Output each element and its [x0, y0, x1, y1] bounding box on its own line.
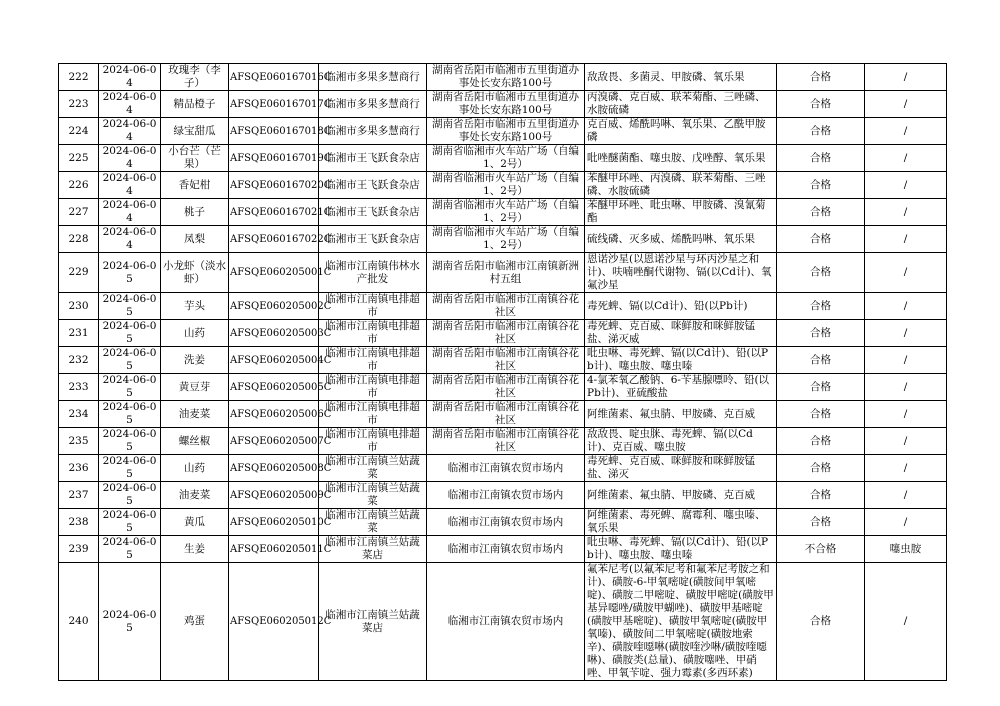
sample-code-cell: AFSQE060205004C [229, 347, 319, 374]
sample-name-cell: 螺丝椒 [161, 428, 229, 455]
sample-name-cell: 黄瓜 [161, 509, 229, 536]
sampling-date-cell: 2024-06-04 [99, 199, 161, 226]
business-name-cell: 临湘市多果多慧商行 [319, 91, 427, 118]
table-body [59, 64, 947, 681]
sample-code-cell: AFSQE060205009C [229, 482, 319, 509]
test-items-cell: 毒死蜱、镉(以Cd计)、铅(以Pb计) [585, 293, 777, 320]
row-number-cell: 237 [59, 482, 99, 509]
sample-code-cell: AFSQE060205003C [229, 320, 319, 347]
failed-items-cell: / [865, 563, 947, 681]
sample-code-cell: AFSQE060167022C [229, 226, 319, 253]
test-items-cell: 4-氯苯氧乙酸钠、6-苄基腺嘌呤、铅(以Pb计)、亚硫酸盐 [585, 374, 777, 401]
test-items-cell: 阿维菌素、氟虫腈、甲胺磷、克百威 [585, 482, 777, 509]
sample-name-cell: 绿宝甜瓜 [161, 118, 229, 145]
sampling-date-cell: 2024-06-04 [99, 172, 161, 199]
sample-code-cell: AFSQE060205005C [229, 374, 319, 401]
business-name-cell: 临湘市王飞跃食杂店 [319, 145, 427, 172]
sample-code-cell: AFSQE060205007C [229, 428, 319, 455]
sample-code-cell: AFSQE060205002C [229, 293, 319, 320]
row-number-cell: 225 [59, 145, 99, 172]
sampling-date-cell: 2024-06-05 [99, 455, 161, 482]
test-items-cell: 阿维菌素、毒死蜱、腐霉利、噻虫嗪、氧乐果 [585, 509, 777, 536]
failed-items-cell: / [865, 320, 947, 347]
failed-items-cell: / [865, 374, 947, 401]
test-result-cell: 合格 [777, 172, 865, 199]
business-address-cell: 湖南省岳阳市临湘市五里街道办事处长安东路100号 [427, 118, 585, 145]
business-address-cell: 临湘市江南镇农贸市场内 [427, 509, 585, 536]
test-items-cell: 阿维菌素、氟虫腈、甲胺磷、克百威 [585, 401, 777, 428]
business-address-cell: 湖南省岳阳市临湘市五里街道办事处长安东路100号 [427, 91, 585, 118]
business-name-cell: 临湘市江南镇兰姑蔬菜 [319, 509, 427, 536]
sampling-date-cell: 2024-06-05 [99, 374, 161, 401]
test-items-cell: 吡虫啉、毒死蜱、镉(以Cd计)、铅(以Pb计)、噻虫胺、噻虫嗪 [585, 347, 777, 374]
business-address-cell: 湖南省岳阳市临湘市江南镇谷花社区 [427, 293, 585, 320]
business-address-cell: 湖南省岳阳市临湘市江南镇谷花社区 [427, 428, 585, 455]
sample-name-cell: 油麦菜 [161, 482, 229, 509]
business-name-cell: 临湘市江南镇电排超市 [319, 320, 427, 347]
test-items-cell: 敌敌畏、啶虫脒、毒死蜱、镉(以Cd计)、克百威、噻虫胺 [585, 428, 777, 455]
test-result-cell: 合格 [777, 91, 865, 118]
test-items-cell: 毒死蜱、克百威、咪鲜胺和咪鲜胺锰盐、涕灭 [585, 455, 777, 482]
table-row [59, 455, 947, 482]
business-address-cell: 湖南省临湘市火车站广场（自编1、2号） [427, 199, 585, 226]
test-result-cell: 合格 [777, 118, 865, 145]
test-items-cell: 恩诺沙星(以恩诺沙星与环丙沙星之和计)、呋喃唑酮代谢物、镉(以Cd计)、氧氟沙星 [585, 253, 777, 293]
table-row [59, 145, 947, 172]
row-number-cell: 233 [59, 374, 99, 401]
business-address-cell: 湖南省临湘市火车站广场（自编1、2号） [427, 226, 585, 253]
row-number-cell: 240 [59, 563, 99, 681]
table-row [59, 536, 947, 563]
failed-items-cell: / [865, 199, 947, 226]
table-row [59, 64, 947, 91]
sampling-date-cell: 2024-06-04 [99, 91, 161, 118]
test-result-cell: 合格 [777, 64, 865, 91]
row-number-cell: 226 [59, 172, 99, 199]
test-result-cell: 合格 [777, 320, 865, 347]
failed-items-cell: / [865, 253, 947, 293]
sample-name-cell: 山药 [161, 455, 229, 482]
sample-code-cell: AFSQE060167017C [229, 91, 319, 118]
business-name-cell: 临湘市江南镇电排超市 [319, 347, 427, 374]
sampling-date-cell: 2024-06-05 [99, 293, 161, 320]
sample-name-cell: 香妃柑 [161, 172, 229, 199]
sample-code-cell: AFSQE060205006C [229, 401, 319, 428]
table-row [59, 401, 947, 428]
table-row [59, 172, 947, 199]
test-items-cell: 丙溴磷、克百威、联苯菊酯、三唑磷、水胺硫磷 [585, 91, 777, 118]
table-row [59, 253, 947, 293]
sampling-date-cell: 2024-06-05 [99, 536, 161, 563]
sample-code-cell: AFSQE060205011C [229, 536, 319, 563]
test-result-cell: 合格 [777, 347, 865, 374]
sample-code-cell: AFSQE060205010C [229, 509, 319, 536]
test-result-cell: 合格 [777, 374, 865, 401]
business-address-cell: 湖南省岳阳市临湘市江南镇谷花社区 [427, 347, 585, 374]
test-result-cell: 不合格 [777, 536, 865, 563]
test-result-cell: 合格 [777, 253, 865, 293]
sampling-date-cell: 2024-06-04 [99, 145, 161, 172]
business-address-cell: 湖南省临湘市火车站广场（自编1、2号） [427, 145, 585, 172]
test-result-cell: 合格 [777, 455, 865, 482]
row-number-cell: 234 [59, 401, 99, 428]
row-number-cell: 222 [59, 64, 99, 91]
failed-items-cell: / [865, 172, 947, 199]
sample-name-cell: 玫瑰李（李子） [161, 64, 229, 91]
row-number-cell: 238 [59, 509, 99, 536]
test-result-cell: 合格 [777, 563, 865, 681]
business-address-cell: 湖南省岳阳市临湘市江南镇新洲村五组 [427, 253, 585, 293]
table-row [59, 91, 947, 118]
table-row [59, 118, 947, 145]
test-result-cell: 合格 [777, 145, 865, 172]
row-number-cell: 227 [59, 199, 99, 226]
sample-name-cell: 凤梨 [161, 226, 229, 253]
failed-items-cell: / [865, 64, 947, 91]
failed-items-cell: / [865, 509, 947, 536]
table-row [59, 428, 947, 455]
sampling-date-cell: 2024-06-05 [99, 509, 161, 536]
sample-code-cell: AFSQE060167018C [229, 118, 319, 145]
business-name-cell: 临湘市江南镇电排超市 [319, 293, 427, 320]
test-items-cell: 苯醚甲环唑、丙溴磷、联苯菊酯、三唑磷、水胺硫磷 [585, 172, 777, 199]
failed-items-cell: / [865, 347, 947, 374]
sample-name-cell: 桃子 [161, 199, 229, 226]
table-row [59, 347, 947, 374]
test-items-cell: 敌敌畏、多菌灵、甲胺磷、氧乐果 [585, 64, 777, 91]
test-items-cell: 苯醚甲环唑、吡虫啉、甲胺磷、溴氰菊酯 [585, 199, 777, 226]
test-result-cell: 合格 [777, 199, 865, 226]
row-number-cell: 223 [59, 91, 99, 118]
business-address-cell: 临湘市江南镇农贸市场内 [427, 455, 585, 482]
business-name-cell: 临湘市江南镇电排超市 [319, 374, 427, 401]
sample-name-cell: 黄豆芽 [161, 374, 229, 401]
test-result-cell: 合格 [777, 482, 865, 509]
sampling-date-cell: 2024-06-05 [99, 428, 161, 455]
business-name-cell: 临湘市江南镇电排超市 [319, 428, 427, 455]
sampling-date-cell: 2024-06-04 [99, 226, 161, 253]
test-items-cell: 吡虫啉、毒死蜱、镉(以Cd计)、铅(以Pb计)、噻虫胺、噻虫嗪 [585, 536, 777, 563]
sample-name-cell: 洗姜 [161, 347, 229, 374]
row-number-cell: 232 [59, 347, 99, 374]
test-items-cell: 毒死蜱、克百威、咪鲜胺和咪鲜胺锰盐、涕灭威 [585, 320, 777, 347]
inspection-results-table [58, 63, 947, 681]
sample-code-cell: AFSQE060205008C [229, 455, 319, 482]
business-address-cell: 湖南省岳阳市临湘市江南镇谷花社区 [427, 374, 585, 401]
sampling-date-cell: 2024-06-04 [99, 118, 161, 145]
sampling-date-cell: 2024-06-05 [99, 320, 161, 347]
business-name-cell: 临湘市王飞跃食杂店 [319, 172, 427, 199]
failed-items-cell: / [865, 401, 947, 428]
row-number-cell: 224 [59, 118, 99, 145]
table-row [59, 482, 947, 509]
sample-code-cell: AFSQE060167021C [229, 199, 319, 226]
table-row [59, 199, 947, 226]
business-name-cell: 临湘市王飞跃食杂店 [319, 226, 427, 253]
test-items-cell: 硫线磷、灭多威、烯酰吗啉、氧乐果 [585, 226, 777, 253]
table-row [59, 320, 947, 347]
sampling-date-cell: 2024-06-05 [99, 563, 161, 681]
business-address-cell: 湖南省岳阳市临湘市五里街道办事处长安东路100号 [427, 64, 585, 91]
sample-code-cell: AFSQE060167019C [229, 145, 319, 172]
row-number-cell: 230 [59, 293, 99, 320]
business-address-cell: 临湘市江南镇农贸市场内 [427, 482, 585, 509]
test-result-cell: 合格 [777, 293, 865, 320]
failed-items-cell: / [865, 482, 947, 509]
sample-name-cell: 鸡蛋 [161, 563, 229, 681]
row-number-cell: 229 [59, 253, 99, 293]
sampling-date-cell: 2024-06-05 [99, 401, 161, 428]
row-number-cell: 231 [59, 320, 99, 347]
business-name-cell: 临湘市江南镇兰姑蔬菜店 [319, 563, 427, 681]
business-name-cell: 临湘市王飞跃食杂店 [319, 199, 427, 226]
sample-code-cell: AFSQE060167016C [229, 64, 319, 91]
failed-items-cell: / [865, 455, 947, 482]
sample-name-cell: 山药 [161, 320, 229, 347]
row-number-cell: 236 [59, 455, 99, 482]
test-result-cell: 合格 [777, 509, 865, 536]
test-items-cell: 氟苯尼考(以氟苯尼考和氟苯尼考胺之和计)、磺胺-6-甲氧嘧啶(磺胺间甲氧嘧啶)、磺胺二甲嘧啶、磺胺甲嘧啶(磺胺甲基异噁唑/磺胺甲蝴唑)、磺胺甲基嘧啶(磺胺甲基嘧啶)、磺胺甲氧嘧啶(磺胺甲氧嗪)、磺胺间二甲氧嘧啶(磺胺地索辛)、磺胺喹噁啉(磺胺喹沙啉/磺胺喹噁啉)、磺胺类(总量)、磺胺噻唑、甲硝唑、甲氧苄啶、强力霉素(多西环素) [585, 563, 777, 681]
row-number-cell: 239 [59, 536, 99, 563]
table-row [59, 509, 947, 536]
business-address-cell: 临湘市江南镇农贸市场内 [427, 536, 585, 563]
row-number-cell: 235 [59, 428, 99, 455]
business-name-cell: 临湘市多果多慧商行 [319, 64, 427, 91]
business-address-cell: 湖南省临湘市火车站广场（自编1、2号） [427, 172, 585, 199]
business-address-cell: 湖南省岳阳市临湘市江南镇谷花社区 [427, 401, 585, 428]
test-items-cell: 克百威、烯酰吗啉、氧乐果、乙酰甲胺磷 [585, 118, 777, 145]
business-address-cell: 临湘市江南镇农贸市场内 [427, 563, 585, 681]
sample-name-cell: 小台芒（芒果） [161, 145, 229, 172]
sampling-date-cell: 2024-06-05 [99, 253, 161, 293]
business-name-cell: 临湘市江南镇兰姑蔬菜店 [319, 536, 427, 563]
sample-code-cell: AFSQE060167020C [229, 172, 319, 199]
business-name-cell: 临湘市江南镇兰姑蔬菜 [319, 482, 427, 509]
failed-items-cell: / [865, 293, 947, 320]
business-name-cell: 临湘市江南镇伟林水产批发 [319, 253, 427, 293]
table-row [59, 374, 947, 401]
sample-name-cell: 油麦菜 [161, 401, 229, 428]
sample-code-cell: AFSQE060205012C [229, 563, 319, 681]
business-name-cell: 临湘市江南镇电排超市 [319, 401, 427, 428]
business-address-cell: 湖南省岳阳市临湘市江南镇谷花社区 [427, 320, 585, 347]
table-row [59, 226, 947, 253]
sample-name-cell: 生姜 [161, 536, 229, 563]
row-number-cell: 228 [59, 226, 99, 253]
failed-items-cell: / [865, 428, 947, 455]
failed-items-cell: / [865, 226, 947, 253]
sampling-date-cell: 2024-06-05 [99, 347, 161, 374]
sample-name-cell: 芋头 [161, 293, 229, 320]
sample-code-cell: AFSQE060205001C [229, 253, 319, 293]
business-name-cell: 临湘市江南镇兰姑蔬菜 [319, 455, 427, 482]
table-row [59, 563, 947, 681]
table-row [59, 293, 947, 320]
failed-items-cell: / [865, 91, 947, 118]
sample-name-cell: 精品橙子 [161, 91, 229, 118]
failed-items-cell: 噻虫胺 [865, 536, 947, 563]
business-name-cell: 临湘市多果多慧商行 [319, 118, 427, 145]
test-result-cell: 合格 [777, 401, 865, 428]
sample-name-cell: 小龙虾（淡水虾） [161, 253, 229, 293]
sampling-date-cell: 2024-06-05 [99, 482, 161, 509]
failed-items-cell: / [865, 118, 947, 145]
test-result-cell: 合格 [777, 428, 865, 455]
failed-items-cell: / [865, 145, 947, 172]
test-items-cell: 吡唑醚菌酯、噻虫胺、戊唑醇、氧乐果 [585, 145, 777, 172]
test-result-cell: 合格 [777, 226, 865, 253]
sampling-date-cell: 2024-06-04 [99, 64, 161, 91]
